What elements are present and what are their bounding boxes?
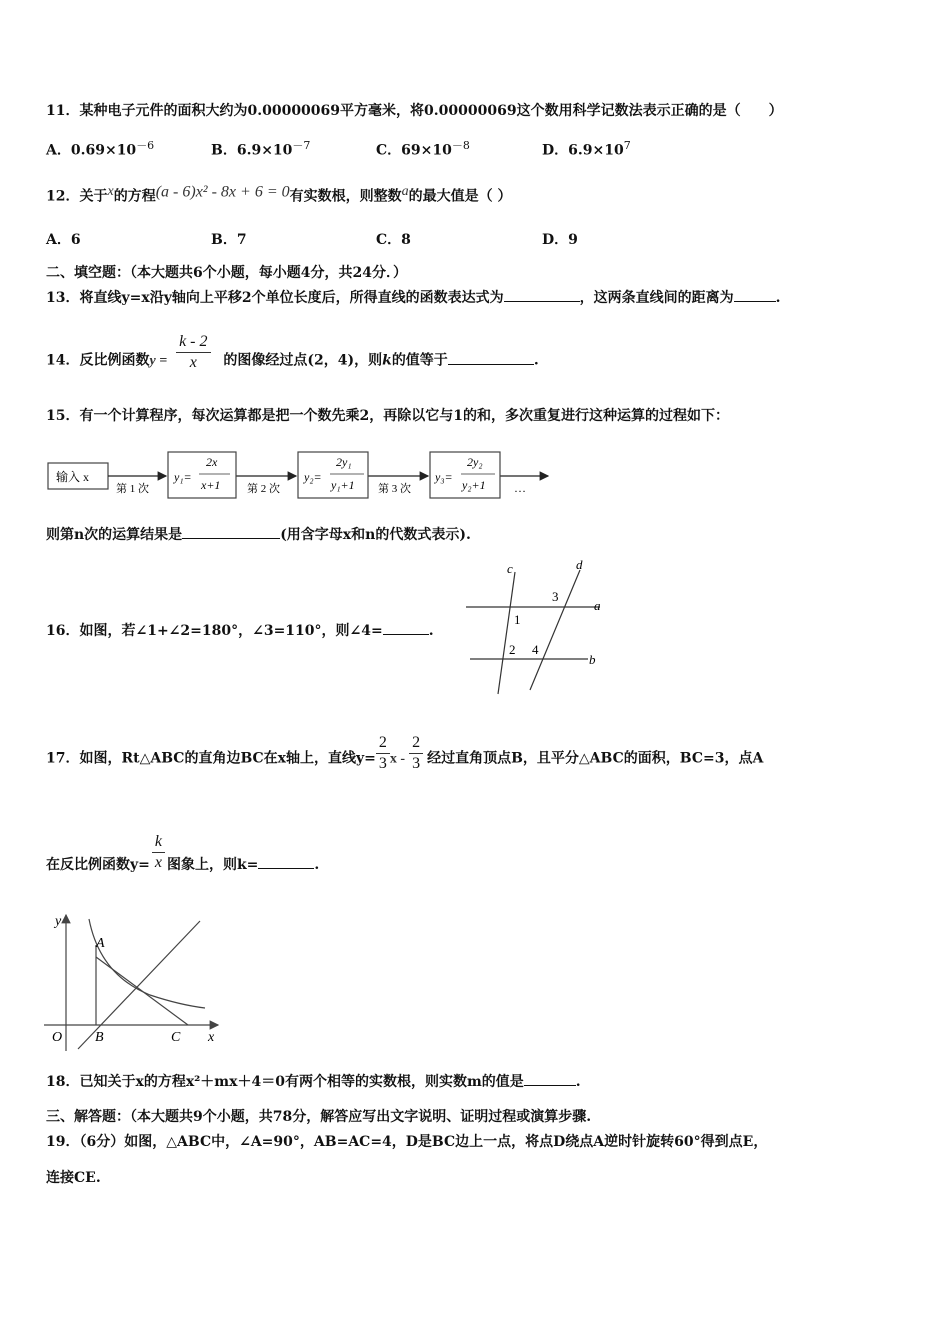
q11-option-c[interactable]: C．$69\times 10^{-8}$ xyxy=(376,139,470,159)
box-1-den: x+1 xyxy=(201,478,221,492)
q14-stem: 14．反比例函数y = $\frac{k - 2}{x}$ 的图像经过点(2，4)，则k的值等于 . xyxy=(46,333,539,371)
q17-blank[interactable] xyxy=(258,867,314,869)
angle-2-label: 2 xyxy=(509,642,516,657)
q16-blank[interactable] xyxy=(383,633,429,635)
label-d: d xyxy=(576,557,583,572)
q16-stem: 16．如图，若∠1+∠2=180°，∠3=110°，则∠4= . xyxy=(46,623,434,639)
q15-stem: 15．有一个计算程序，每次运算都是把一个数先乘2，再除以它与1的和，多次重复进行这种运算的过程如下： xyxy=(46,408,729,424)
q19-line-2: 连接CE. xyxy=(46,1170,101,1186)
angle-1-label: 1 xyxy=(514,612,521,627)
q12-option-d[interactable]: D．9 xyxy=(542,232,578,248)
q17-line-2: 在反比例函数y= $\frac{k}{x}$ 图象上，则k= . xyxy=(46,832,320,873)
q15-blank[interactable] xyxy=(182,537,280,539)
box-2-den: y₁+1 xyxy=(331,478,355,492)
q12-option-c[interactable]: C．8 xyxy=(376,232,411,248)
label-x: x xyxy=(208,1030,215,1045)
q18-stem: 18．已知关于x的方程x²＋mx＋4＝0有两个相等的实数根，则实数m的值是 . xyxy=(46,1074,581,1090)
q18-blank[interactable] xyxy=(524,1084,576,1086)
q11-option-d[interactable]: D．$6.9\times 10^7$ xyxy=(542,139,631,159)
box-3-num: 2y₂ xyxy=(467,455,483,469)
q15-flowchart xyxy=(44,448,554,504)
q17-figure xyxy=(40,905,230,1055)
label-a: a xyxy=(594,598,601,613)
input-label: 输入 x xyxy=(56,470,90,484)
section-3-heading: 三、解答题：（本大题共9个小题，共78分，解答应写出文字说明、证明过程或演算步骤. xyxy=(46,1109,592,1125)
q11-option-a[interactable]: A．$0.69\times 10^{-6}$ xyxy=(46,139,155,159)
q12-stem: 12．关于x的方程(a - 6)x² - 8x + 6 = 0有实数根，则整数a的最大值是（ ） xyxy=(46,183,512,205)
label-b: b xyxy=(589,652,596,667)
step-label-1: 第 1 次 xyxy=(116,483,149,495)
q13-blank-2[interactable] xyxy=(734,300,776,302)
q17-k-fraction: $\frac{k}{x}$ xyxy=(152,832,165,873)
q19-line-1: 19．（6分）如图，△ABC中，∠A=90°，AB=AC=4，D是BC边上一点，将点D绕点A逆时针旋转60°得到点E， xyxy=(46,1134,768,1150)
box-3-den: y₂+1 xyxy=(462,478,486,492)
line-c xyxy=(498,572,515,694)
box-2-num: 2y₁ xyxy=(336,455,352,469)
q14-fraction: $\frac{k - 2}{x}$ xyxy=(176,332,210,373)
q17-slope-fraction: $\frac{2}{3}$ xyxy=(376,733,390,774)
q11-stem: 11．某种电子元件的面积大约为0.00000069平方毫米，将0.00000069这个数用科学记数法表示正确的是（ ） xyxy=(46,103,783,119)
flow-ellipsis: … xyxy=(514,481,526,495)
q14-blank[interactable] xyxy=(448,363,534,365)
q12-option-a[interactable]: A．6 xyxy=(46,232,81,248)
q11-option-b[interactable]: B．$6.9\times 10^{-7}$ xyxy=(211,139,311,159)
q17-intercept-fraction: $\frac{2}{3}$ xyxy=(409,733,423,774)
label-y: y xyxy=(55,914,62,929)
section-2-heading: 二、填空题：（本大题共6个小题，每小题4分，共24分．） xyxy=(46,265,407,281)
step-label-3: 第 3 次 xyxy=(378,483,411,495)
box-1-lhs: y₁= xyxy=(174,470,192,484)
box-1-num: 2x xyxy=(206,455,218,469)
box-3-lhs: y₃= xyxy=(435,470,453,484)
line-d xyxy=(530,570,580,690)
box-2-lhs: y₂= xyxy=(304,470,322,484)
label-c: c xyxy=(507,561,513,576)
angle-3-label: 3 xyxy=(552,589,559,604)
q13-stem: 13．将直线y=x沿y轴向上平移2个单位长度后，所得直线的函数表达式为 ，这两条直线间的距离为 . xyxy=(46,290,781,306)
step-label-2: 第 2 次 xyxy=(247,483,280,495)
q13-blank-1[interactable] xyxy=(504,300,580,302)
q12-option-b[interactable]: B．7 xyxy=(211,232,247,248)
label-c: C xyxy=(171,1030,181,1045)
angle-4-label: 4 xyxy=(532,642,539,657)
label-b: B xyxy=(95,1030,104,1045)
q16-figure xyxy=(460,556,610,700)
label-o: O xyxy=(52,1030,63,1045)
label-a: A xyxy=(96,936,105,951)
q15-answer-line: 则第n次的运算结果是 (用含字母x和n的代数式表示). xyxy=(46,527,471,543)
q12-equation: (a - 6)x² - 8x + 6 = 0 xyxy=(155,183,290,201)
q17-stem: 17．如图，Rt△ABC的直角边BC在x轴上，直线y= $\frac{2}{3}$ x - $\frac{2}{3}$ 经过直角顶点B，且平分△ABC的面积，BC=3，点A xyxy=(46,734,764,772)
